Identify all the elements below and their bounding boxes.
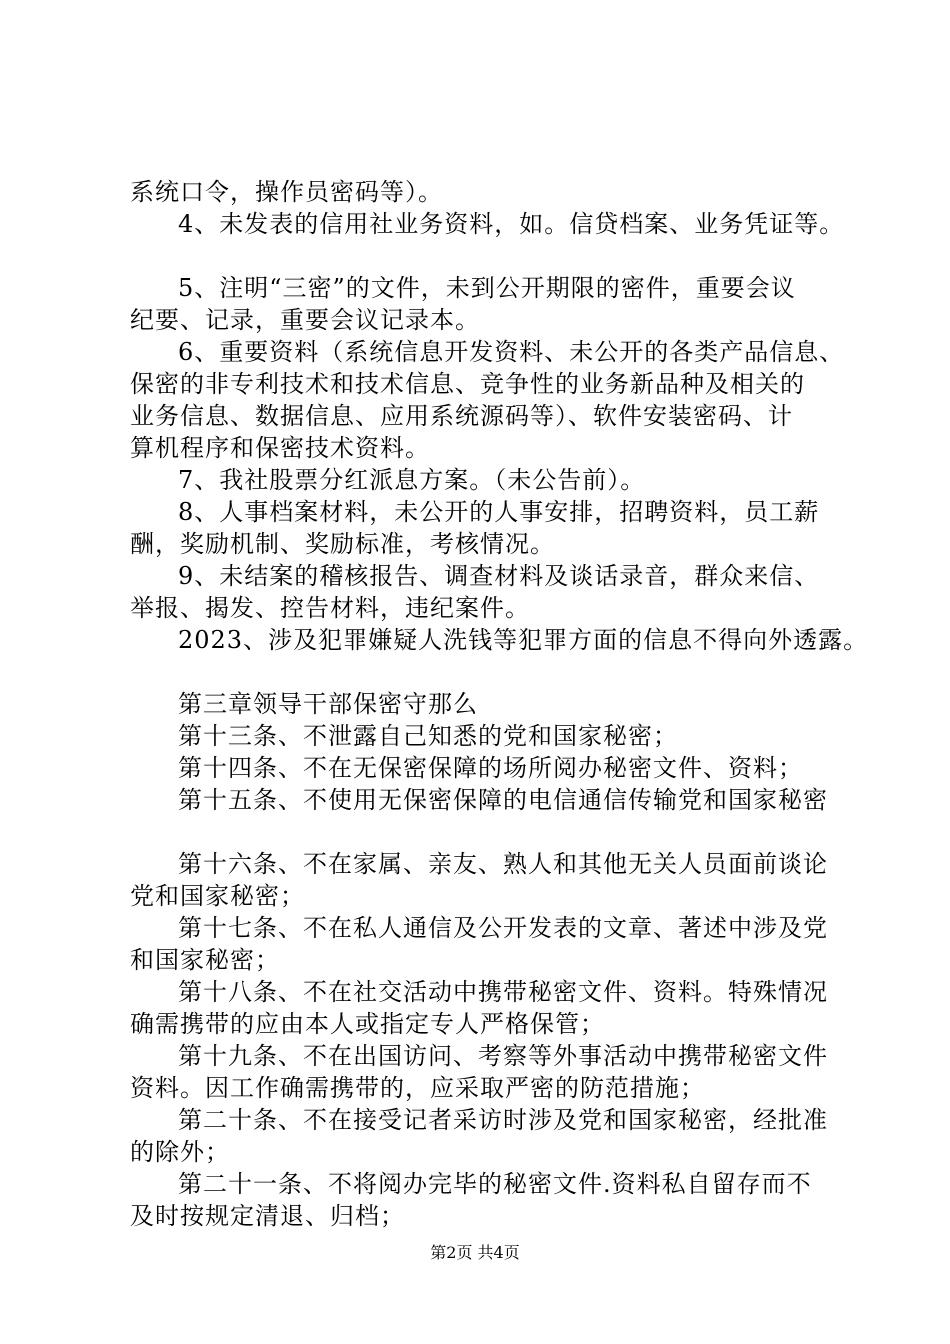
text-line: 确需携带的应由本人或指定专人严格保管； xyxy=(130,1010,605,1038)
text-line: 保密的非专利技术和技术信息、竞争性的业务新品种及相关的 xyxy=(130,370,805,398)
text-line: 和国家秘密； xyxy=(130,946,280,974)
text-line: 酬，奖励机制、奖励标准，考核情况。 xyxy=(130,530,555,558)
text-line: 党和国家秘密； xyxy=(130,882,305,910)
text-line: 9、未结案的稽核报告、调查材料及谈话录音，群众来信、 xyxy=(178,562,820,590)
text-line: 2023、涉及犯罪嫌疑人洗钱等犯罪方面的信息不得向外透露。 xyxy=(178,626,869,654)
text-line: 第十三条、不泄露自己知悉的党和国家秘密； xyxy=(178,722,678,750)
text-line: 第十四条、不在无保密保障的场所阅办秘密文件、资料； xyxy=(178,754,803,782)
text-line: 8、人事档案材料，未公开的人事安排，招聘资料，员工薪 xyxy=(178,498,820,526)
text-line: 举报、揭发、控告材料，违纪案件。 xyxy=(130,594,530,622)
text-line: 资料。因工作确需携带的，应采取严密的防范措施； xyxy=(130,1074,705,1102)
text-line: 第十九条、不在出国访问、考察等外事活动中携带秘密文件 xyxy=(178,1042,828,1070)
text-line: 5、注明“三密”的文件，未到公开期限的密件，重要会议 xyxy=(178,274,796,302)
text-line: 7、我社股票分红派息方案。（未公告前）。 xyxy=(178,466,646,494)
text-line: 6、重要资料（系统信息开发资料、未公开的各类产品信息、 xyxy=(178,338,845,366)
text-line: 4、未发表的信用社业务资料，如。信贷档案、业务凭证等。 xyxy=(178,210,845,238)
page-footer: 第2页 共4页 xyxy=(430,1243,520,1262)
text-line: 第二十条、不在接受记者采访时涉及党和国家秘密，经批准 xyxy=(178,1106,828,1134)
text-line: 第十六条、不在家属、亲友、熟人和其他无关人员面前谈论 xyxy=(178,850,828,878)
text-line: 第十八条、不在社交活动中携带秘密文件、资料。特殊情况 xyxy=(178,978,828,1006)
text-line: 第十五条、不使用无保密保障的电信通信传输党和国家秘密 xyxy=(178,786,828,814)
text-line: 及时按规定清退、归档； xyxy=(130,1202,405,1230)
text-line: 系统口令，操作员密码等）。 xyxy=(130,178,443,206)
text-line: 业务信息、数据信息、应用系统源码等）、软件安装密码、计 xyxy=(130,402,793,430)
text-line: 纪要、记录，重要会议记录本。 xyxy=(130,306,480,334)
chapter-heading: 第三章领导干部保密守那么 xyxy=(178,690,478,718)
text-line: 的除外； xyxy=(130,1138,230,1166)
text-line: 第二十一条、不将阅办完毕的秘密文件.资料私自留存而不 xyxy=(178,1170,812,1198)
text-line: 算机程序和保密技术资料。 xyxy=(130,434,430,462)
text-line: 第十七条、不在私人通信及公开发表的文章、著述中涉及党 xyxy=(178,914,828,942)
